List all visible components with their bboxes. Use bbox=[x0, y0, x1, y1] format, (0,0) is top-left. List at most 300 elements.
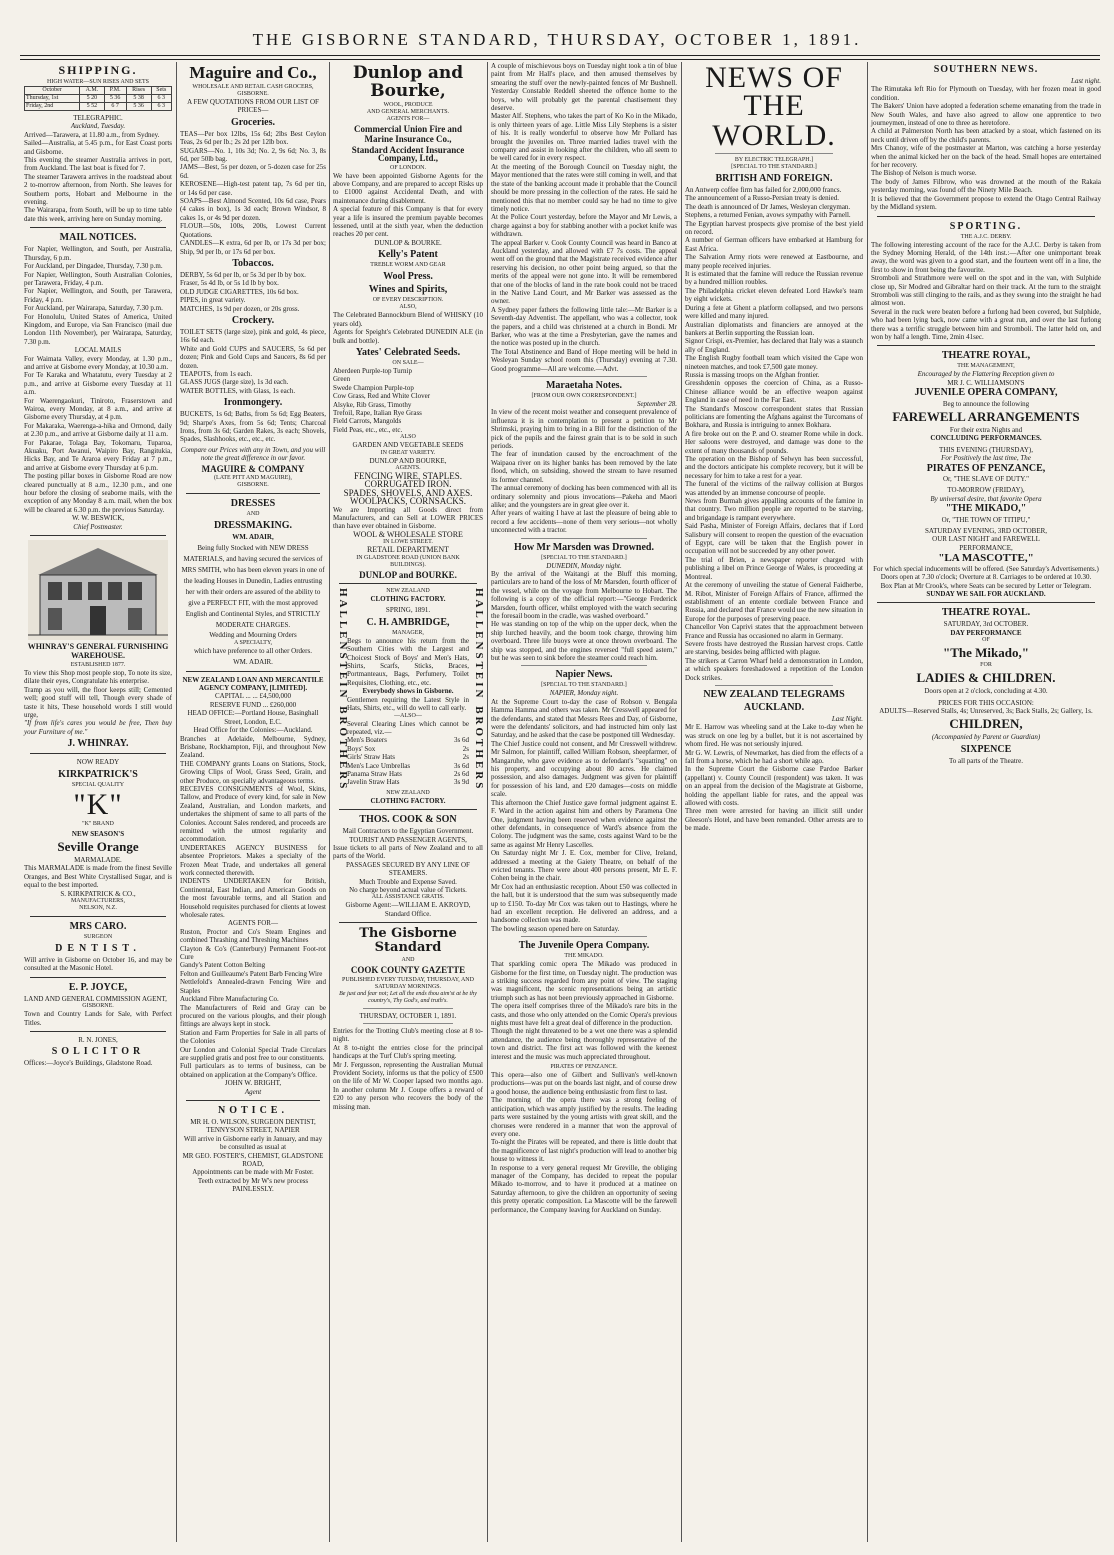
table-header: Sets bbox=[151, 87, 171, 95]
column-3 bbox=[333, 62, 483, 1542]
insurer-name: Standard Accident Insurance Company, Ltd., bbox=[351, 144, 465, 164]
company-name: JUVENILE OPERA COMPANY, bbox=[914, 387, 1058, 399]
paragraph: Much Trouble and Expense Saved. bbox=[359, 877, 457, 886]
signature: DUNLOP and BOURKE. bbox=[359, 569, 457, 580]
world-news-heading: WORLD. bbox=[712, 119, 836, 152]
ladies-children: LADIES & CHILDREN. bbox=[916, 670, 1056, 686]
table-cell: 6 3 bbox=[151, 103, 171, 111]
brand-line: "K" BRAND bbox=[82, 820, 114, 827]
paragraph: For which special inducements will be offered. (See Saturday's Advertisements.) bbox=[873, 564, 1099, 573]
every-description: OF EVERY DESCRIPTION. bbox=[372, 297, 444, 304]
divider bbox=[521, 936, 647, 937]
paragraph: For Honolulu, United States of America, United Kingdom, and Europe, via San Francisco (mail due London 11th November), per Wairarapa, Saturday, 7.30 p.m. bbox=[24, 312, 172, 346]
news-item: Russia is massing troops on the Afghan frontier. bbox=[685, 370, 820, 379]
news-item: During a fete at Ghent a platform collapsed, and two persons were killed and many injured. bbox=[685, 303, 863, 321]
news-item: It is estimated that the famine will reduce the Russian revenue by a hundred million roubles. bbox=[685, 270, 863, 287]
paragraph: Doors open at 2 o'clock, concluding at 4.30. bbox=[924, 687, 1048, 696]
signature: WM. ADAIR. bbox=[233, 658, 273, 667]
column-5 bbox=[685, 62, 863, 1542]
clothing-title: CLOTHING FACTORY. bbox=[370, 796, 446, 805]
signature: JOHN W. BRIGHT, bbox=[224, 1079, 282, 1088]
subheading: THE MIKADO. bbox=[564, 953, 604, 960]
divider bbox=[186, 671, 320, 672]
spring-line: SPRING, 1891. bbox=[385, 606, 431, 615]
seed-item: Field Carrots, Mangolds bbox=[333, 417, 402, 426]
signature: DUNLOP & BOURKE. bbox=[374, 238, 442, 247]
dunlop-heading: Dunlop and Bourke, bbox=[352, 63, 464, 101]
children-heading: CHILDREN, bbox=[949, 716, 1023, 732]
store-line: BUILDINGS). bbox=[390, 561, 426, 568]
dunlop-sub: AND GENERAL MERCHANTS. bbox=[366, 109, 450, 115]
table-cell: 5 20 bbox=[80, 95, 105, 103]
masthead: THE GISBORNE STANDARD, THURSDAY, OCTOBER 1, 1891. bbox=[252, 30, 862, 49]
column-4 bbox=[491, 62, 677, 1542]
news-item: Chancellor Von Caprivi states that the approachment between France and Russia has occasioned no alarm in Germany. bbox=[685, 623, 863, 640]
clothing-title: NEW ZEALAND bbox=[386, 588, 430, 595]
masthead-rule-bottom bbox=[20, 59, 1100, 60]
clearing-item bbox=[347, 745, 469, 753]
divider bbox=[186, 493, 320, 494]
seville-orange: Seville Orange bbox=[57, 838, 139, 854]
paragraph: TOURIST AND PASSENGER AGENTS, bbox=[349, 835, 467, 844]
table-header: October bbox=[25, 87, 80, 95]
divider bbox=[30, 753, 166, 754]
company-name: MR J. C. WILLIAMSON'S bbox=[947, 378, 1025, 387]
clearing-item-price: 3s 9d bbox=[454, 778, 469, 787]
treble-worm: TREBLE WORM AND GEAR bbox=[370, 262, 446, 269]
company-place: NELSON, N.Z. bbox=[79, 905, 117, 911]
paragraph: The Manufacturers of Reid and Gray can be procured on the various ploughs, and their plough fittings are always kept in stock. bbox=[180, 1003, 326, 1029]
column-1 bbox=[24, 62, 172, 1542]
paragraph: Stromboli and Strathmore were well on the spot and in the van, with Sulphide close up, Sir Modred and Gibraltar hard on their track. At the turn to the straight Stromboli was still clinging to the rails, and as they swung into the straight he had almost won. bbox=[871, 274, 1101, 308]
clearing-item-price: 2s bbox=[462, 744, 469, 753]
divider bbox=[339, 809, 477, 810]
motto: Be just and fear not; Let all the ends thou aim'st at be thy country's, Thy God's, and truth's. bbox=[339, 990, 477, 1004]
column-divider bbox=[329, 62, 330, 1542]
company-name: S. KIRKPATRICK & CO., bbox=[60, 889, 136, 898]
nz-telegrams-heading: NEW ZEALAND TELEGRAMS bbox=[703, 688, 845, 700]
dateline: September 28. bbox=[636, 400, 677, 409]
marsden-heading: How Mr Marsden was Drowned. bbox=[514, 541, 654, 553]
everybody-line: Everybody shows in Gisborne. bbox=[362, 687, 454, 696]
paragraph: No charge beyond actual value of Tickets. bbox=[349, 886, 467, 894]
signature-title: Agent bbox=[244, 1087, 262, 1096]
clearing-item bbox=[347, 778, 469, 786]
table-cell: 6 7 bbox=[104, 103, 126, 111]
paragraph: Mail Contractors to the Egyptian Government. bbox=[342, 827, 474, 836]
paragraph: The following interesting account of the race for the A.J.C. Derby is taken from the Sydney Morning Herald, of the 14th inst.:—After one unimportant break away, the word was given to a good start, and the fourteen went off in a line, the first to show in front being the favourite. bbox=[871, 240, 1101, 274]
gazette-title: COOK COUNTY GAZETTE bbox=[350, 965, 466, 976]
ambridge-name: C. H. AMBRIDGE, bbox=[366, 616, 450, 628]
performance-date: SATURDAY EVENING, 3RD OCTOBER, bbox=[924, 527, 1048, 536]
paragraph: The fear of inundation caused by the encroachment of the Waipaoa river on its higher banks has been removed by the late flood, which, on subsiding, showed the stream to have resumed its former channel. bbox=[491, 450, 677, 484]
divider bbox=[30, 227, 166, 228]
paragraph: Three men were arrested for having an illicit still under Gleeson's Hotel, and have been remanded. Other arrests are to be made. bbox=[685, 807, 863, 833]
caro-role: SURGEON bbox=[83, 934, 113, 940]
paragraph: (Accompanied by Parent or Guardian) bbox=[931, 733, 1041, 742]
established-line: ESTABLISHED 1877. bbox=[70, 661, 126, 668]
paragraph: In the Supreme Court the Gisborne case Pardoe Barker (appellant) v. County Council (respondent) was taken. It was on an appeal from the decision of the Magistrate at Gisborne, holding the appellant liable for rates, and the appeal was allowed with costs. bbox=[685, 765, 863, 808]
subheading: LOCAL MAILS bbox=[74, 346, 122, 355]
price-item: TEAPOTS, from 1s each. bbox=[180, 369, 253, 378]
special-quality: SPECIAL QUALITY bbox=[71, 781, 125, 788]
column-6 bbox=[871, 62, 1101, 1542]
paragraph: A special feature of this Company is that for every year a life is insured the premium payable becomes lessened, until at the sixth year, when the deduction reaches 20 per cent. bbox=[333, 205, 483, 239]
paragraph: Or, "THE SLAVE OF DUTY." bbox=[942, 475, 1030, 484]
performance-date: TO-MORROW (FRIDAY), bbox=[947, 486, 1025, 495]
joyce-heading: E. P. JOYCE, bbox=[68, 981, 128, 993]
theatre-heading: THEATRE ROYAL, bbox=[941, 350, 1031, 362]
paragraph: RECEIVES CONSIGNMENTS of Wool, Skins, Tallow, and Produce of every kind, for sale in New Zealand, Australian, and London markets, and undertakes the shipment of same to all parts of the Colonies. Account Sales rendered, and proceeds are remitted with the utmost regularity and accommodation. bbox=[180, 784, 326, 844]
paragraph: Appointments can be made with Mr Foster. bbox=[192, 1168, 314, 1177]
divider bbox=[521, 538, 647, 539]
clearing-item bbox=[347, 736, 469, 744]
paragraph: For Napier, Wellington, and South, per Australia, Thursday, 6 p.m. bbox=[24, 245, 172, 262]
clearing-item bbox=[347, 753, 469, 761]
ambridge-role: MANAGER, bbox=[392, 629, 424, 636]
paragraph: Station and Farm Properties for Sale in all parts of the Colonies bbox=[180, 1028, 326, 1046]
clearing-item-name: Panama Straw Hats bbox=[347, 769, 402, 778]
goods-line: SPADES, SHOVELS, AND AXES. bbox=[343, 487, 473, 498]
sail-notice: SUNDAY WE SAIL FOR AUCKLAND. bbox=[926, 589, 1046, 598]
paragraph: PERFORMANCE, bbox=[959, 543, 1013, 552]
divider bbox=[877, 216, 1095, 217]
head-office: HEAD OFFICE:—Portland House, Basinghall Street, London, E.C. bbox=[187, 709, 319, 726]
capital: CAPITAL ... ... £4,500,000 bbox=[215, 692, 291, 701]
paragraph: Gentlemen requiring the Latest Style in Hats, Shirts, etc., will do well to call early. bbox=[347, 695, 469, 713]
company-late: (LATE PITT AND MAGUIRE), bbox=[214, 475, 292, 482]
prices-heading: PRICES FOR THIS OCCASION: bbox=[938, 698, 1034, 707]
paragraph: The posting pillar boxes in Gisborne Road are now cleared punctually at 8 a.m., 12.30 p.m., and one hour before the closing of seaborne mails, with the exception of any Monday 8 a.m. mail, when the box will be cleared at 6.30 p.m. the previous Saturday. bbox=[24, 472, 172, 514]
news-item: Said Pasha, Minister of Foreign Affairs, declares that if Lord Salisbury will consent to reopen the question of the evacuation of Egypt, care will be taken that the English power in occupation will not be succeeded by any other power. bbox=[685, 522, 863, 556]
clearing-item-name: Men's Lace Umbrellas bbox=[347, 761, 411, 770]
crockery-heading: Crockery. bbox=[231, 314, 275, 326]
store-line: RETAIL DEPARTMENT bbox=[366, 545, 450, 555]
news-item: Severe frosts have destroyed the Russian harvest crops. Cattle are starving, besides being afflicted with plague. bbox=[685, 639, 863, 657]
seed-item: Green bbox=[333, 375, 351, 384]
paragraph: In response to a very general request Mr Greville, the obliging manager of the Company, has decided to repeat the popular Mikado to-morrow, and to have it produced at a matinee on Saturday afternoon, to give the children an opportunity of seeing this pretty operatic composition. La Mascotte will be the farewell performance, the Company leaving for Auckland on Sunday. bbox=[491, 1163, 677, 1214]
mail-heading: MAIL NOTICES. bbox=[59, 232, 137, 244]
news-item: News from Burmah gives appalling accounts of the famine in that country. Two million people are reported to be starving, and brigandage is rampant everywhere. bbox=[685, 497, 863, 522]
telegraphic-heading: TELEGRAPHIC. bbox=[73, 114, 123, 122]
insurer-name: Commercial Union Fire and bbox=[354, 124, 462, 134]
paragraph: Will arrive in Gisborne early in January, and may be consulted as usual at bbox=[183, 1134, 323, 1152]
paragraph: Our London and Colonial Special Trade Circulars are supplied gratis and post free to our constituents. bbox=[180, 1045, 326, 1062]
dentist-heading: DENTIST. bbox=[55, 943, 141, 954]
issue-date: THURSDAY, OCTOBER 1, 1891. bbox=[359, 1011, 457, 1020]
price-item: GLASS JUGS (large size), 1s 3d each. bbox=[180, 378, 289, 387]
column-2 bbox=[180, 62, 326, 1542]
paragraph: This opera—also one of Gilbert and Sullivan's well-known productions—was put on the boards last night, and of course drew a good house, the audience being enthusiastic from first to last. bbox=[491, 1071, 677, 1096]
news-item: Signor Crispi, ex-Premier, has declared that Italy was a staunch ally of England. bbox=[685, 337, 863, 354]
auckland-heading: AUCKLAND. bbox=[743, 701, 805, 713]
paragraph: This MARMALADE is made from the finest Seville Oranges, and Best White Crystallised Sugar, and is equal to the best imported. bbox=[24, 864, 172, 890]
by-telegraph: BY ELECTRIC TELEGRAPH.] bbox=[734, 157, 814, 163]
hallenstein-ad bbox=[333, 588, 483, 805]
opera-title: PIRATES OF PENZANCE, bbox=[926, 462, 1046, 474]
divider bbox=[877, 345, 1095, 346]
clearing-list bbox=[347, 736, 469, 786]
also: ALSO, bbox=[399, 304, 417, 311]
garden-seeds: GARDEN AND VEGETABLE SEEDS bbox=[352, 441, 464, 450]
seed-item: Aberdeen Purple-top Turnip bbox=[333, 366, 412, 375]
paragraph: For Napier, Wellington, and South, per Tarawera, Friday, 4 p.m. bbox=[24, 287, 172, 304]
paragraph: MR H. O. WILSON, SURGEON DENTIST, TENNYSON STREET, NAPIER bbox=[190, 1117, 316, 1135]
price-item: OLD JUDGE CIGARETTES, 10s 6d box. bbox=[180, 287, 299, 296]
insurer-place: OF LONDON. bbox=[390, 164, 426, 171]
maguire-place: GISBORNE. bbox=[237, 91, 269, 97]
news-item: The Standard's Moscow correspondent states that Russian politicians are fomenting the Afghans against the Turcomans of Bokhara, and Russia is intriguing to annex Bokhara. bbox=[685, 404, 863, 430]
price-item: CANDLES—K extra, 6d per lb, or 17s 3d per box; Ship, 9d per lb, or 17s 6d per box. bbox=[180, 239, 326, 256]
price-item: SUGARS—No. 1, 10s 3d; No. 2, 9s 6d; No. 3, 8s 6d, per 50lb bag. bbox=[180, 146, 326, 164]
paragraph: UNDERTAKES AGENCY BUSINESS for absentee Proprietors. Makes a specialty of the Frozen Meat Trade, and undertakes all general work connected therewith. bbox=[180, 843, 326, 877]
news-item: Australian diplomatists and financiers are annoyed at the bankers at Berlin supporting the Russian loan. bbox=[685, 320, 863, 337]
paragraph: Wedding and Mourning Orders bbox=[209, 631, 297, 640]
paragraph: Arrived—Tarawera, at 11.80 a.m., from Sydney. bbox=[24, 130, 160, 139]
kirkpatrick-heading: KIRKPATRICK'S bbox=[58, 768, 138, 780]
paragraph: Ruston, Proctor and Co's Steam Engines and combined Thrashing and Threshing Machines bbox=[180, 927, 326, 945]
divider bbox=[877, 602, 1095, 603]
paragraph: The body of James Filbrow, who was drowned at the mouth of the Rakaia yesterday morning, was found off the Ninety Mile Beach. bbox=[871, 177, 1101, 195]
table-header-row bbox=[25, 87, 172, 95]
paragraph: By universal desire, that favorite Opera bbox=[930, 494, 1042, 503]
price-item: SOAPS—Best Almond Scented, 10s 6d case, Pears (4 cakes in box), 1s 3d each; Brown Windsor, 8 cakes 1s, or 4s 9d per dozen. bbox=[180, 197, 326, 222]
clearing-item-price: 2s bbox=[462, 753, 469, 762]
price-item: JAMS—Best, 5s per dozen, or 5-dozen case for 25s 6d. bbox=[180, 163, 326, 180]
paragraph: This evening the steamer Australia arrives in port, from Auckland. The last boat is fixed for 7. bbox=[24, 156, 172, 173]
paragraph: Gisborne Agent:—WILLIAM E. AKROYD, Standard Office. bbox=[345, 901, 471, 918]
paragraph: PASSAGES SECURED BY ANY LINE OF STEAMERS. bbox=[346, 860, 470, 878]
notice-heading: NOTICE. bbox=[218, 1104, 288, 1116]
paragraph: Agents for Speight's Celebrated DUNEDIN ALE (in bulk and bottle). bbox=[333, 328, 483, 345]
southern-news-heading: SOUTHERN NEWS. bbox=[933, 64, 1039, 75]
table-row bbox=[25, 103, 172, 111]
subheading: PIRATES OF PENZANCE. bbox=[550, 1064, 618, 1071]
divider bbox=[715, 685, 833, 686]
price-item: MATCHES, 1s 9d per dozen, or 20s gross. bbox=[180, 304, 300, 313]
company-place: GISBORNE. bbox=[237, 482, 269, 489]
theatre-heading: THEATRE ROYAL. bbox=[941, 607, 1031, 619]
table-cell: 5 52 bbox=[80, 103, 105, 111]
paragraph: Several Clearing Lines which cannot be repeated, viz.— bbox=[347, 719, 469, 736]
divider bbox=[30, 977, 166, 978]
paragraph: Will arrive in Gisborne on October 16, and may be consulted at the Masonic Hotel. bbox=[24, 956, 172, 973]
on-sale: ON SALE— bbox=[392, 359, 424, 366]
paragraph: A Sydney paper fathers the following little tale:—Mr Barker is a Seventh-day Adventist. The appellant, who was a collector, took the papers, and a child was christened at a church in Bondi. Mr Barker, who was at the time a Presbyterian, gave the names and the notice was posted up in the church. bbox=[491, 305, 677, 348]
column-divider bbox=[487, 62, 488, 1542]
performance-date: THIS EVENING (THURSDAY), bbox=[938, 445, 1034, 454]
divider bbox=[30, 1031, 166, 1032]
column-divider bbox=[681, 62, 682, 1542]
signature: J. WHINRAY. bbox=[67, 738, 129, 750]
price-item: BUCKETS, 1s 6d; Baths, from 5s 6d; Egg Beaters, 9d; Sharpe's Axes, from 5s 6d; Tents; Charcoal Irons, from 3s 6d; Garden Rakes, 3s each; Shovels, Spades, Slashhooks, etc., etc., etc. bbox=[180, 410, 326, 444]
wines-heading: Wines and Spirits, bbox=[368, 284, 448, 296]
paragraph: Doors open at 7.30 o'clock; Overture at 8. Carriages to be ordered at 10.30. bbox=[880, 573, 1092, 582]
paragraph: Mrs Chanoy, wife of the postmaster at Marton, was catching a horse yesterday when the animal kicked her on the back of the head. Small hopes are entertained for her recovery. bbox=[871, 144, 1101, 170]
paragraph: INDENTS UNDERTAKEN for British, Continental, East Indian, and American Goods on the most favourable terms, and all Station and Household requisites purchased for clients at lowest wholesale rates. bbox=[180, 877, 326, 920]
jones-heading: R. N. JONES, bbox=[78, 1036, 118, 1045]
news-item: An Antwerp coffee firm has failed for 2,000,000 francs. bbox=[685, 186, 842, 194]
paragraph: Being fully Stocked with NEW DRESS MATERIALS, and having secured the services of MRS SMITH, who has been eleven years in one of the leading Houses in Dunedin, Ladies entrusting her with their orders are assured of the ability to give a PERFECT FIT, with the most approved English and Continental Styles, and STRICTLY MODERATE CHARGES. bbox=[181, 544, 325, 630]
paragraph: For Makaraka, Waerenga-a-hika and Ormond, daily at 2.30 p.m., and arrive at Gisborne daily at 11 a.m. bbox=[24, 421, 172, 439]
price-item: White and Gold CUPS and SAUCERS, 5s 6d per dozen; Pink and Gold Cups and Saucers, 8s 6d per dozen. bbox=[180, 344, 326, 370]
paragraph: For Waerengaokuri, Tiniroto, Fraserstown and Wairoa, every Monday, at 8 a.m., and arrive at Gisborne every Thursday, at 4 p.m. bbox=[24, 396, 172, 422]
column-divider bbox=[867, 62, 868, 1542]
cook-heading: THOS. COOK & SON bbox=[359, 814, 457, 826]
dateline: NAPIER, Monday night. bbox=[549, 689, 619, 698]
tides-table bbox=[24, 86, 172, 111]
seed-item: Alsyke, Rib Grass, Timothy bbox=[333, 400, 412, 409]
paragraph: The appeal Barker v. Cook County Council was heard in Banco at Auckland yesterday, and allowed with £7 7s costs. The appeal went off on the ground that the Magistrate received evidence after reserving his decision, no other point being argued, so that the merits of the appeal were not gone into. It will be remembered that one of the blocks of land in the rate book could not be traced in the Native Land Court, and Mr Barker was assessed as the owner. bbox=[491, 238, 677, 306]
paragraph: Several in the ruck were beaten before a furlong had been covered, but Sulphide, who had been lying back, now came with a great run, and over the last furlong there was a terrific struggle between him and Stromboli. The latter held on, and won by half a length. Time, 2min 41sec. bbox=[871, 307, 1101, 341]
specialty: A SPECIALTY, bbox=[233, 639, 272, 646]
news-item: The operation on the Bishop of Selwyn has been successful, and the doctors anticipate his complete recovery, but it will be necessary for him to take a rest for a year. bbox=[685, 455, 863, 480]
news-item: The announcement of a Russo-Persian treaty is denied. bbox=[685, 194, 839, 203]
divider bbox=[363, 1023, 453, 1024]
maraetaha-heading: Maraetaha Notes. bbox=[545, 380, 623, 392]
divider bbox=[186, 1100, 320, 1101]
price-item: KEROSENE—High-test patent tap, 7s 6d per tin, or 14s 6d per case. bbox=[180, 180, 326, 197]
paragraph: The steamer Tarawera arrives in the roadstead about 2 to-morrow afternoon, from North. She leaves for Southern ports, Hobart and Melbourne in the evening. bbox=[24, 172, 172, 207]
paragraph: By the arrival of the Waitangi at the Bluff this morning, particulars are to hand of the loss of Mr Marsden, fourth officer of the vessel, while on the voyage from Melbourne to Hobart. The following is a copy of the official report:—"George Frederick Marsden, fourth officer, whilst employed with the watch securing the foresail boom in the cradle, was washed overboard." bbox=[491, 569, 677, 620]
paragraph: At 8 to-night the entries close for the principal handicaps at the Turf Club's spring meeting. bbox=[333, 1043, 483, 1061]
news-item: Stephens, a returned Fenian, avows sympathy with Parnell. bbox=[685, 211, 851, 220]
paragraph: Beg to announce the following bbox=[942, 399, 1030, 408]
news-items bbox=[685, 186, 863, 682]
clothing-title: NEW ZEALAND bbox=[386, 789, 430, 796]
paragraph: LAND AND GENERAL COMMISSION AGENT, bbox=[24, 994, 167, 1003]
paragraph: For Auckland, per Wairarapa, Saturday, 7.30 p.m. bbox=[24, 304, 163, 313]
insurer-name: Marine Insurance Co., bbox=[364, 134, 452, 145]
napier-heading: Napier News. bbox=[555, 669, 613, 681]
seed-item: Cow Grass, Red and White Clover bbox=[333, 392, 431, 401]
paragraph: After years of waiting I have at last the pleasure of being able to record a few accidents—none of them very serious—not wholly unconnected with a tractor. bbox=[491, 509, 677, 535]
compare-note: Compare our Prices with any in Town, and you will note the great difference in our favor. bbox=[180, 445, 326, 463]
shipping-heading: SHIPPING. bbox=[58, 63, 138, 77]
goods-line: WOOLPACKS, CORNSACKS. bbox=[350, 496, 466, 507]
table-cell: 5 38 bbox=[126, 95, 151, 103]
agents-for: AGENTS FOR— bbox=[228, 919, 278, 928]
dateline: DUNEDIN, Monday night. bbox=[546, 561, 622, 570]
agents: AGENTS. bbox=[395, 464, 421, 471]
and-word: AND bbox=[401, 957, 415, 964]
kelly-heading: Kelly's Patent bbox=[378, 249, 438, 261]
now-ready: NOW READY bbox=[76, 758, 120, 767]
farewell-heading: FAREWELL ARRANGEMENTS bbox=[892, 409, 1080, 424]
sixpence-heading: SIXPENCE bbox=[960, 743, 1012, 755]
paragraph: The Bakers' Union have adopted a federation scheme emanating from the trade in New South Wales, and have also agreed to allow one apprentice to two journeymen, instead of one to three as heretofore. bbox=[871, 102, 1101, 128]
table-row bbox=[25, 95, 172, 103]
paragraph: Entries for the Trotting Club's meeting close at 8 to-night. bbox=[333, 1027, 483, 1044]
seed-item: Swede Champion Purple-top bbox=[333, 383, 414, 392]
news-item: A number of German officers have embarked at Hamburg for East Africa. bbox=[685, 236, 863, 253]
paragraph: OUR LAST NIGHT and FAREWELL bbox=[932, 535, 1040, 544]
paragraph: Clayton & Co's (Canterbury) Permanent Foot-rot Cure bbox=[180, 944, 326, 962]
tobaccos-heading: Tobaccos. bbox=[232, 257, 274, 269]
signature: DUNLOP AND BOURKE, bbox=[369, 456, 447, 465]
paragraph: Box Plan at Mr Crook's, where Seats can be secured by Letter or Telegram. bbox=[880, 581, 1092, 590]
paragraph: Begs to announce his return from the Southern Cities with the Largest and Choicest Stock of Boys' and Men's Hats, Shirts, Scarfs, Sticks, Braces, Portmanteaux, Bags, Perfumery, Toilet Requisites, Clothing, etc., etc. bbox=[347, 636, 469, 687]
news-item: The Egyptian harvest prospects give promise of the best yield on record. bbox=[685, 219, 863, 237]
nzla-heading: NEW ZEALAND LOAN AND MERCANTILE AGENCY COMPANY, [LIMITED]. bbox=[182, 675, 324, 693]
table-cell: Thursday, 1st bbox=[25, 95, 80, 103]
news-item: The English Rugby football team which visited the Cape won nineteen matches, and took £7,500 gate money. bbox=[685, 354, 863, 371]
paragraph: Tramp as you will, the floor keeps still; Cemented well; good stuff will tell, Though every shade of taste it hits, These household words I still would urge, bbox=[24, 685, 172, 719]
paragraph: The Rimutaka left Rio for Plymouth on Tuesday, with her frozen meat in good condition. bbox=[871, 85, 1101, 102]
paragraph: THE COMPANY grants Loans on Stations, Stock, Growing Clips of Wool, Grass Seed, Grain, and other Produce, on specially advantageous terms. bbox=[180, 759, 326, 785]
price-item: WATER BOTTLES, with Glass, 1s each. bbox=[180, 386, 296, 395]
table-header: A.M. bbox=[80, 87, 105, 95]
clearing-item bbox=[347, 762, 469, 770]
place: GISBORNE. bbox=[82, 1003, 114, 1010]
paragraph: At the meeting of the Borough Council on Tuesday night, the Mayor mentioned that the rates were still coming in well, and that the state of the banking account made it probable that the Council should be more pressing in the collection of the rates. He said he mentioned this that no member could say he had no time to give timely notice. bbox=[491, 162, 677, 213]
world-news-heading: NEWS OF THE bbox=[705, 61, 843, 122]
maguire-sub: WHOLESALE AND RETAIL CASH GROCERS, bbox=[192, 84, 314, 90]
paragraph: For their extra Nights and bbox=[949, 426, 1023, 434]
column-divider bbox=[176, 62, 177, 1542]
also: —ALSO— bbox=[394, 712, 422, 719]
paragraph: The morning of the opera there was a strong feeling of anticipation, which was amply justified by the results. The leading parts were sustained by the young artists with great skill, and the choruses were rendered in a manner that won the approval of every one. bbox=[491, 1096, 677, 1138]
news-item: The strikers at Carron Wharf held a demonstration in London, at which speakers foreshadowed a repetition of the London Dock strikes. bbox=[685, 656, 863, 682]
of-word: OF bbox=[982, 637, 990, 644]
paragraph: A couple of mischievous boys on Tuesday night took a tin of blue paint from Mr Hall's place, and then amused themselves by smearing the stuff over the newly-painted fences of Mr Bushnell. Yesterday Constable Reddell sheeted the offence home to the boys, who will probably get the parental chastisement they deserve. bbox=[491, 62, 677, 113]
price-item: TOILET SETS (large size), pink and gold, 4s piece, 16s 6d each. bbox=[180, 327, 326, 345]
correspondent: [SPECIAL TO THE STANDARD.] bbox=[541, 682, 627, 689]
paragraph: For Napier, Wellington, South Australian Colonies, per Tarawera, Friday, 4 p.m. bbox=[24, 270, 172, 287]
dresses-heading: DRESSES bbox=[230, 498, 276, 510]
reserve: RESERVE FUND ... £260,000 bbox=[209, 700, 297, 709]
paragraph: The bowling season opened here on Saturday. bbox=[491, 924, 620, 933]
seed-item: Field Peas, etc., etc., etc. bbox=[333, 425, 403, 434]
paragraph: A child at Palmerston North has been attacked by a stoat, which fastened on its neck until driven off by the child's parents. bbox=[871, 127, 1101, 144]
dateline: Last Night. bbox=[831, 714, 863, 723]
publication-note: PUBLISHED EVERY TUESDAY, THURSDAY, AND SATURDAY MORNINGS. bbox=[342, 976, 474, 990]
table-header: Rises bbox=[126, 87, 151, 95]
store-line: WOOL & WHOLESALE STORE bbox=[353, 529, 463, 539]
clearing-item-price: 3s 6d bbox=[454, 736, 469, 745]
quotations: A FEW QUOTATIONS FROM OUR LIST OF PRICES— bbox=[187, 98, 319, 115]
special-note: [SPECIAL TO THE STANDARD.] bbox=[731, 164, 817, 170]
price-item: FLOUR—50s, 100s, 200s, Lowest Current Quotations. bbox=[180, 222, 326, 239]
paragraph: At the Police Court yesterday, before the Mayor and Mr Lewis, a charge against a boy for stabbing another with a pocket knife was withdrawn. bbox=[491, 213, 677, 239]
management: THE MANAGEMENT, bbox=[957, 363, 1015, 370]
divider bbox=[339, 922, 477, 923]
correspondent: [SPECIAL TO THE STANDARD.] bbox=[541, 554, 627, 561]
news-item: The Salvation Army riots were renewed at Eastbourne, and many people received injuries. bbox=[685, 253, 863, 270]
news-item: The death is announced of Dr James, Wesleyan clergyman. bbox=[685, 202, 851, 211]
marmalade: MARMALADE. bbox=[74, 855, 122, 864]
table-cell: Friday, 2nd bbox=[25, 103, 80, 111]
clearing-item-price: 2s 6d bbox=[454, 769, 469, 778]
clothing-title: CLOTHING FACTORY. bbox=[370, 595, 446, 604]
paragraph: Nettlefold's Annealed-drawn Fencing Wire and Staples bbox=[180, 978, 326, 995]
yates-heading: Yates' Celebrated Seeds. bbox=[355, 346, 461, 358]
company-name: MAGUIRE & COMPANY bbox=[201, 463, 305, 474]
divider bbox=[30, 916, 166, 917]
paragraph: For Waimata Valley, every Monday, at 1.30 p.m., and arrive at Gisborne every Monday, at 10.30 a.m. bbox=[24, 354, 172, 371]
for-word: FOR bbox=[980, 662, 992, 669]
opera-title: "The Mikado," bbox=[943, 645, 1029, 661]
paragraph: ALL ASSISTANCE GRATIS. bbox=[371, 894, 445, 901]
paragraph: Though the night threatened to be a wet one there was a splendid attendance, the audience being thoroughly representative of the town and district. The first act was followed with the keenest interest and the music was much appreciated throughout. bbox=[491, 1027, 677, 1061]
divider bbox=[521, 376, 647, 377]
maguire-heading: Maguire and Co., bbox=[189, 63, 317, 82]
divider bbox=[521, 665, 647, 666]
k-brand-mark: "K" bbox=[73, 787, 123, 821]
opera-title: "THE MIKADO," bbox=[945, 503, 1027, 515]
table-cell: 6 3 bbox=[151, 95, 171, 103]
price-item: DERBY, 5s 6d per lb, or 5s 3d per lb by box. bbox=[180, 270, 306, 279]
